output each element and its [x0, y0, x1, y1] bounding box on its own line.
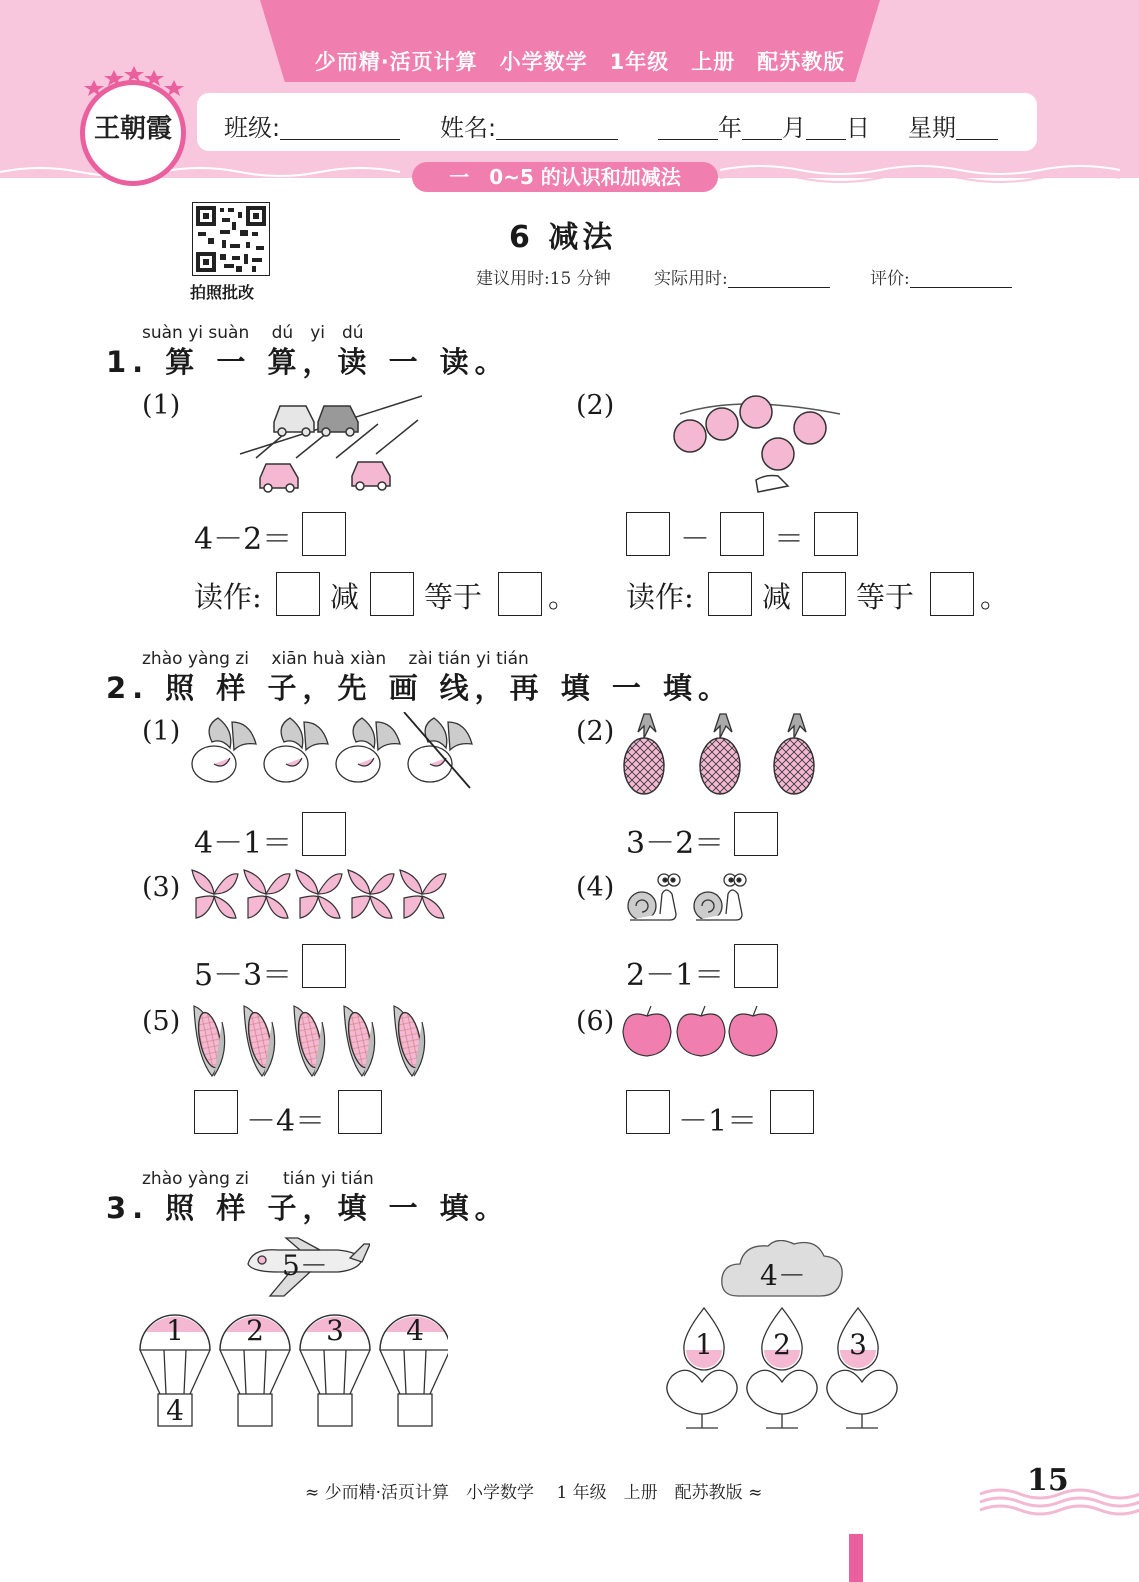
answer-box[interactable] — [276, 572, 320, 616]
answer-box[interactable] — [720, 512, 764, 556]
period: 。 — [548, 580, 578, 614]
brand-logo-text: 王朝霞 — [93, 114, 172, 144]
answer-box[interactable] — [498, 572, 542, 616]
page-number: 15 — [1027, 1463, 1069, 1498]
q2-item2-equation: 3－2＝ — [626, 826, 725, 861]
answer-box[interactable] — [626, 1090, 670, 1134]
balloon-answer-box[interactable] — [238, 1394, 272, 1426]
footer-text: ≈ 少而精·活页计算 小学数学 1 年级 上册 配苏教版 ≈ — [305, 1483, 763, 1503]
q3-pinyin: zhào yàng zi tián yi tián — [142, 1169, 374, 1189]
answer-box[interactable] — [814, 512, 858, 556]
answer-box[interactable] — [370, 572, 414, 616]
drop-number: 3 — [849, 1328, 867, 1361]
qr-code-icon[interactable] — [192, 202, 270, 276]
answer-box[interactable] — [626, 512, 670, 556]
class-field[interactable]: 班级: — [224, 108, 400, 143]
drops-group — [664, 1306, 900, 1432]
answer-box[interactable] — [734, 944, 778, 988]
q2-item6-label: (6) — [576, 1006, 615, 1037]
series-title: 少而精·活页计算 小学数学 1年级 上册 配苏教版 — [314, 50, 846, 74]
q1-read-line: 读作: — [194, 580, 262, 614]
answer-box[interactable] — [802, 572, 846, 616]
snails-illustration — [624, 866, 748, 926]
reduce-word: 减 — [762, 580, 792, 614]
q2-pinyin: zhào yàng zi xiān huà xiàn zài tián yi tián — [142, 649, 529, 669]
cloud-text: 4－ — [760, 1259, 806, 1292]
plane-text: 5－ — [282, 1249, 328, 1282]
suggested-time: 建议用时:15 分钟 — [476, 269, 611, 289]
unit-banner: 一 0~5 的认识和加减法 — [412, 162, 718, 192]
q2-item3-label: (3) — [142, 872, 181, 903]
drop-number: 1 — [695, 1328, 713, 1361]
q2-item4-equation: 2－1＝ — [626, 958, 725, 993]
balloon-number: 3 — [326, 1314, 344, 1347]
heart-answer-area[interactable] — [674, 1374, 730, 1408]
q2-item5-equation: －4＝ — [246, 1104, 326, 1139]
evaluation-field[interactable]: 评价: — [870, 264, 1012, 289]
q2-item6-equation: －1＝ — [678, 1104, 758, 1139]
apples-taken-illustration — [660, 384, 846, 496]
q3-title: 3. 照 样 子，填 一 填。 — [106, 1191, 510, 1225]
heart-answer-area[interactable] — [834, 1374, 890, 1408]
q1-sub1-label: (1) — [142, 390, 181, 421]
balloon-number: 1 — [166, 1314, 184, 1347]
answer-box[interactable] — [338, 1090, 382, 1134]
equals-sign: ＝ — [774, 522, 804, 557]
q1-read-line-2: 读作: — [626, 580, 694, 614]
name-field[interactable]: 姓名: — [440, 108, 618, 143]
answer-box[interactable] — [302, 944, 346, 988]
q1-pinyin: suàn yi suàn dú yi dú — [142, 323, 364, 343]
period: 。 — [980, 580, 1010, 614]
answer-box[interactable] — [734, 812, 778, 856]
reduce-word: 减 — [330, 580, 360, 614]
answer-box[interactable] — [930, 572, 974, 616]
date-field[interactable]: 年 月 日 — [658, 108, 870, 143]
pineapples-illustration — [620, 712, 850, 798]
q2-title: 2. 照 样 子，先 画 线，再 填 一 填。 — [106, 671, 733, 705]
lesson-title: 6 减法 — [509, 220, 617, 255]
butterflies-illustration — [186, 866, 448, 926]
actual-time-field[interactable]: 实际用时: — [654, 264, 830, 289]
balloon-answer-box[interactable] — [398, 1394, 432, 1426]
balloon-number: 2 — [246, 1314, 264, 1347]
parking-cars-illustration — [226, 384, 422, 496]
answer-box[interactable] — [194, 1090, 238, 1134]
balloon-number: 4 — [406, 1314, 424, 1347]
q1-sub2-label: (2) — [576, 390, 615, 421]
q2-item1-equation: 4－1＝ — [194, 826, 293, 861]
page-edge-marker — [849, 1534, 863, 1582]
answer-box[interactable] — [302, 812, 346, 856]
radishes-illustration — [188, 712, 478, 792]
answer-box[interactable] — [770, 1090, 814, 1134]
drops-and-hearts-illustration — [664, 1306, 900, 1432]
q2-item3-equation: 5－3＝ — [194, 958, 293, 993]
balloon-answer-example: 4 — [166, 1394, 184, 1427]
q1-title: 1. 算 一 算，读 一 读。 — [106, 345, 510, 379]
drop-number: 2 — [773, 1328, 791, 1361]
equal-to-word: 等于 — [424, 580, 483, 614]
equal-to-word: 等于 — [856, 580, 915, 614]
corn-illustration — [186, 1002, 436, 1080]
heart-answer-area[interactable] — [754, 1374, 810, 1408]
q2-item2-label: (2) — [576, 716, 615, 747]
q2-item4-label: (4) — [576, 872, 615, 903]
answer-box[interactable] — [708, 572, 752, 616]
minus-sign: － — [680, 522, 710, 557]
balloons-group — [138, 1310, 448, 1436]
balloon-answer-box[interactable] — [318, 1394, 352, 1426]
qr-label: 拍照批改 — [190, 283, 255, 302]
apples-illustration — [620, 1004, 780, 1058]
weekday-field[interactable]: 星期 — [908, 108, 998, 143]
q1-equation: 4－2＝ — [194, 522, 293, 557]
q2-item1-label: (1) — [142, 716, 181, 747]
answer-box[interactable] — [302, 512, 346, 556]
q2-item5-label: (5) — [142, 1006, 181, 1037]
